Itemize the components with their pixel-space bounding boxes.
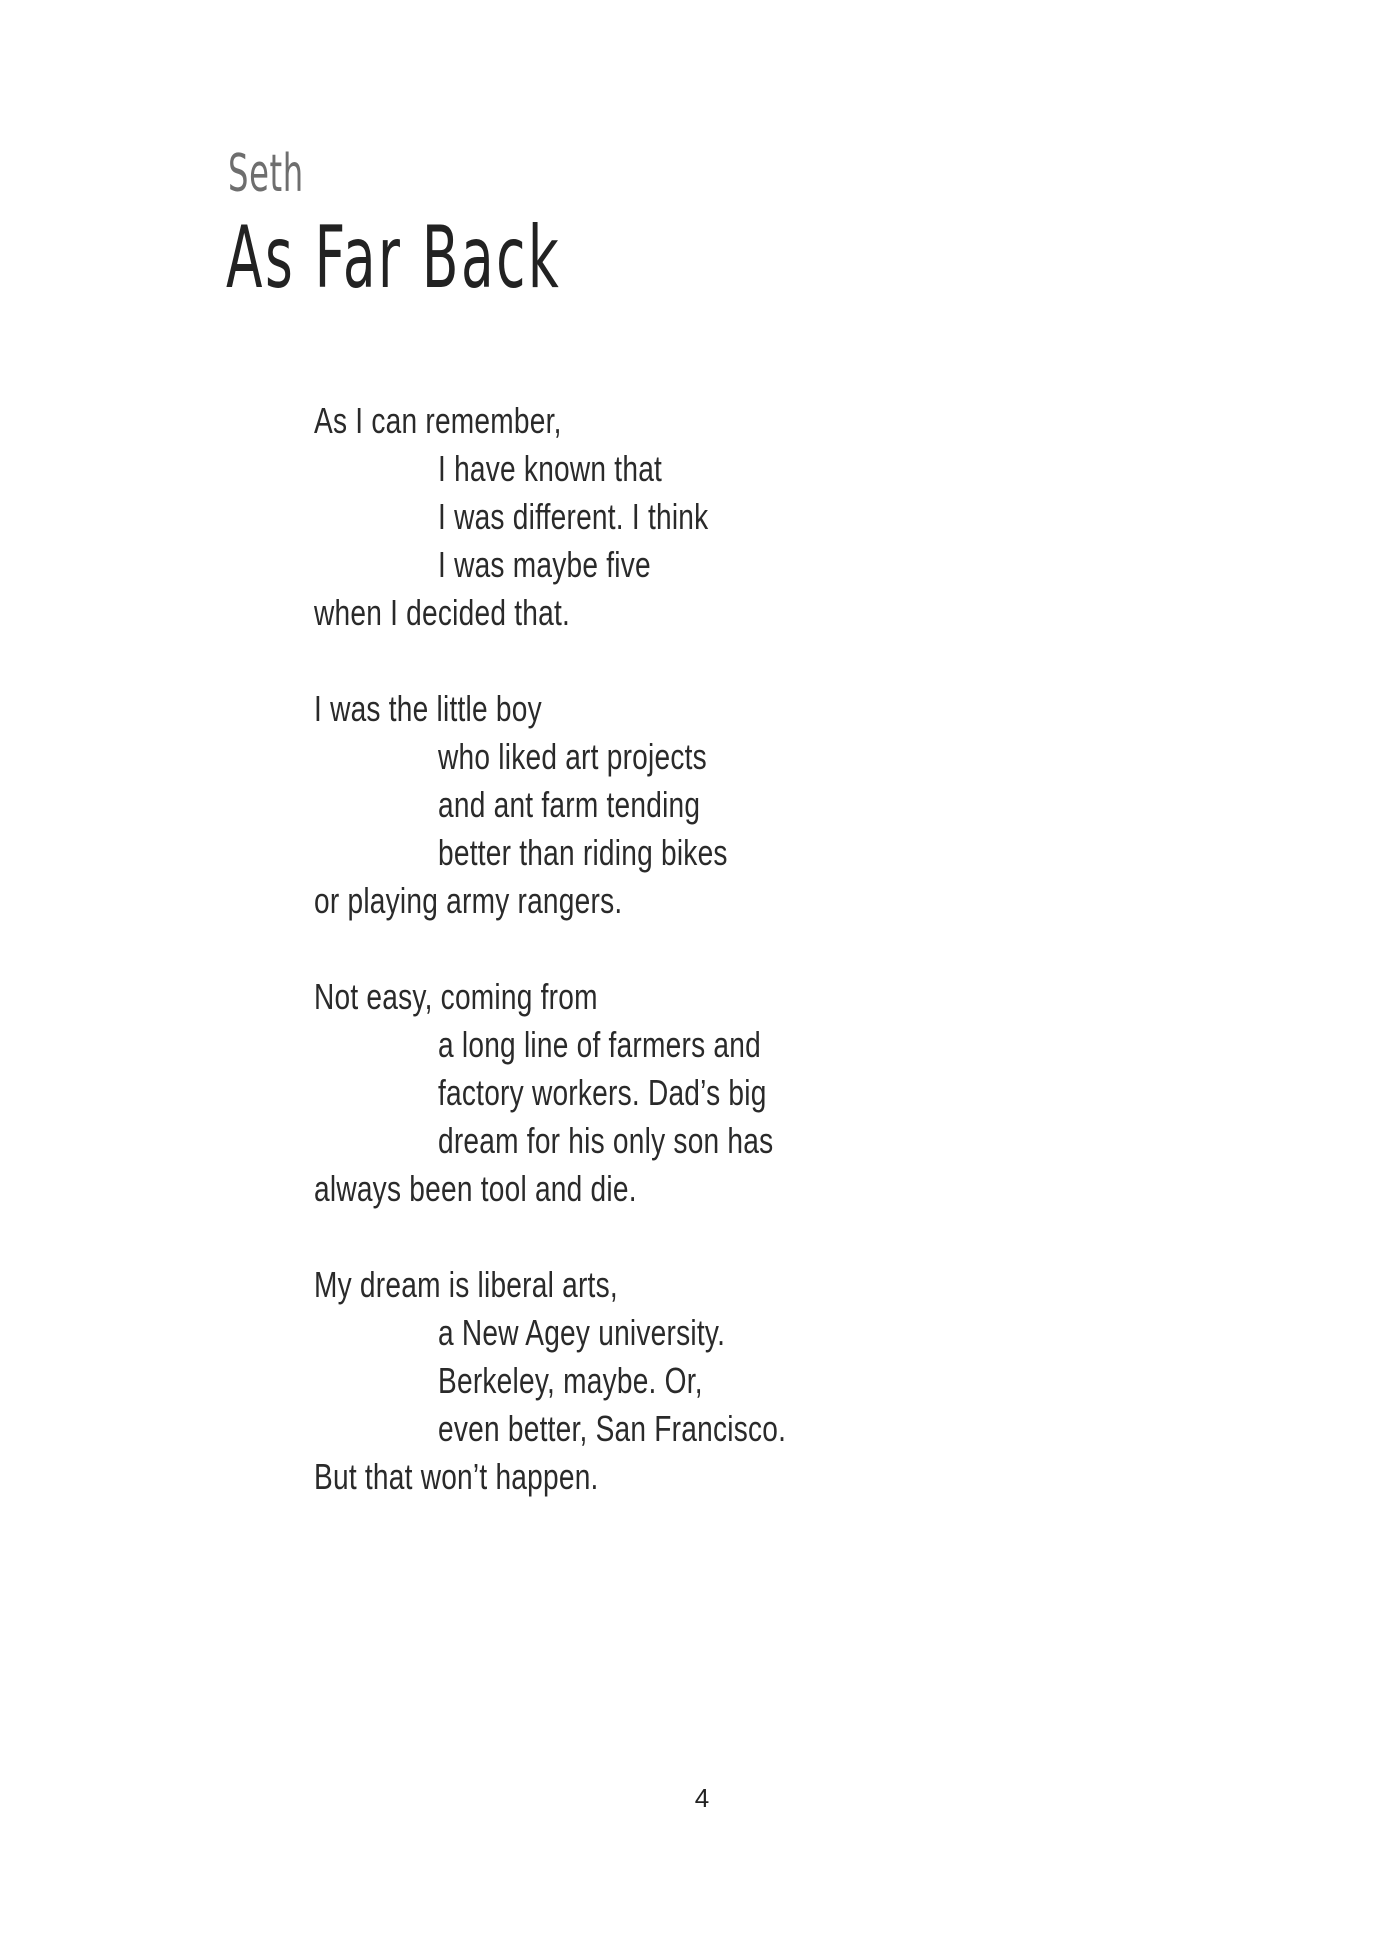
poem-line: As I can remember,	[314, 400, 562, 441]
page-number: 4	[694, 1783, 710, 1813]
poem-line: Berkeley, maybe. Or,	[438, 1360, 703, 1401]
poem-line: who liked art projects	[438, 736, 707, 777]
poem-line: dream for his only son has	[438, 1120, 774, 1161]
poem-line: But that won’t happen.	[314, 1456, 599, 1497]
poem-line: Not easy, coming from	[314, 976, 598, 1017]
poem-line: and ant farm tending	[438, 784, 701, 825]
stanza	[314, 1261, 1014, 1501]
poem-title: As Far Back	[226, 208, 562, 308]
poem-body	[314, 397, 1014, 1549]
poem-line: I was the little boy	[314, 688, 542, 729]
poem-line: even better, San Francisco.	[438, 1408, 787, 1449]
poem-line: I have known that	[438, 448, 663, 489]
poem-line: a long line of farmers and	[438, 1024, 761, 1065]
poem-line: when I decided that.	[314, 592, 571, 633]
stanza	[314, 397, 1014, 637]
poem-line: a New Agey university.	[438, 1312, 726, 1353]
poem-line: My dream is liberal arts,	[314, 1264, 618, 1305]
poem-line: I was different. I think	[438, 496, 709, 537]
poem-line: or playing army rangers.	[314, 880, 623, 921]
poem-line: always been tool and die.	[314, 1168, 637, 1209]
stanza	[314, 685, 1014, 925]
poem-line: factory workers. Dad’s big	[438, 1072, 767, 1113]
poem-line: I was maybe five	[438, 544, 651, 585]
stanza	[314, 973, 1014, 1213]
poem-line: better than riding bikes	[438, 832, 728, 873]
speaker-name: Seth	[228, 144, 304, 204]
